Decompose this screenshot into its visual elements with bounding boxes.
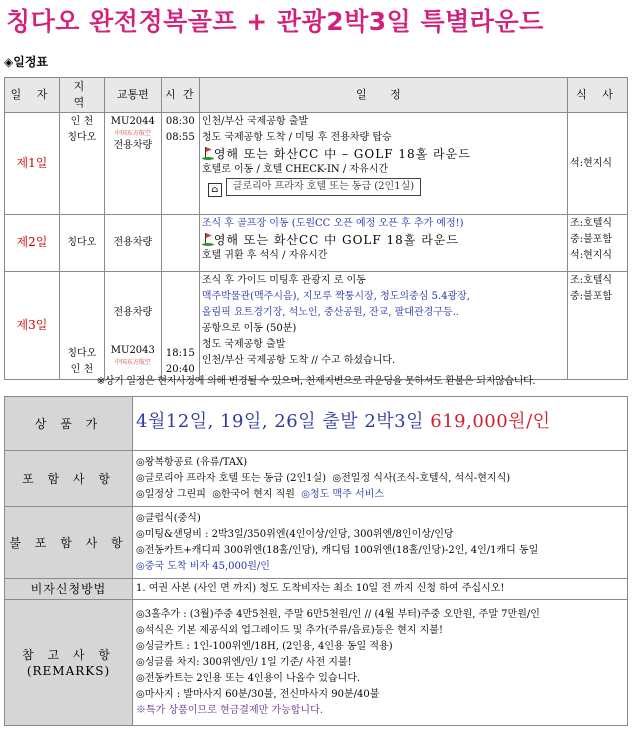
day1-meal: 석:현지식 bbox=[568, 113, 628, 215]
price-label: 상 품 가 bbox=[5, 397, 133, 451]
day2-label: 제2일 bbox=[5, 215, 60, 272]
hotel-icon: ⌂ bbox=[208, 183, 222, 197]
schedule-section-label: ◈일정표 bbox=[4, 55, 49, 69]
excludes-label: 불 포 함 사 항 bbox=[5, 507, 133, 579]
golf-flag-icon bbox=[202, 146, 214, 160]
header-transport: 교통편 bbox=[104, 78, 161, 113]
header-meal: 식 사 bbox=[568, 78, 628, 113]
header-itinerary: 일 정 bbox=[199, 78, 567, 113]
includes-row bbox=[5, 451, 628, 507]
page-title: 칭다오 완전정복골프 + 관광2박3일 특별라운드 bbox=[6, 7, 544, 36]
airline-logo: 中国东方航空 bbox=[114, 130, 151, 137]
day2-transport: 전용차량 bbox=[104, 215, 161, 272]
visa-value: 1. 여권 사본 (사인 면 까지) 청도 도착비자는 최소 10일 전 까지 신청 하여 주십시오! bbox=[133, 579, 628, 600]
day2-time bbox=[161, 215, 199, 272]
header-region: 지 역 bbox=[59, 78, 104, 113]
day2-meal: 조:호텔식 중:불포함 석:현지식 bbox=[568, 215, 628, 272]
day3-meal: 조:호텔식 중:불포함 bbox=[568, 272, 628, 380]
includes-value: ◎왕복항공료 (유류/TAX) ◎글로리아 프라자 호텔 또는 동급 (2인1실) ◎전일정 식사(조식-호텔식, 석식-현지식) ◎일정상 그린피 ◎한국어 현지 직원 ◎청도 맥주 서비스 bbox=[133, 451, 628, 507]
day1-time: 08:30 08:55 bbox=[161, 113, 199, 215]
airline-logo: 中国东方航空 bbox=[114, 359, 151, 366]
price-value: 4월12일, 19일, 26일 출발 2박3일 619,000원/인 bbox=[133, 397, 628, 451]
day2-row bbox=[5, 215, 628, 272]
includes-label: 포 함 사 항 bbox=[5, 451, 133, 507]
day1-region: 인 천 칭다오 bbox=[59, 113, 104, 215]
remarks-value: ◎3홀추가 : (3월)주중 4만5천원, 주말 6만5천원/인 // (4월 부터)주중 오만원, 주말 7만원/인 ◎석식은 기본 제공식외 업그레이드 및 추가(주류/음료)등은 현지 지불! ◎싱글카트 : 1인-100위엔/18H, (2인용, 4인용 동일 적용) ◎싱글룸 차지: 300위엔/인/ 1일 기준/ 사전 지불! ◎전동카트는 2인용 또는 4인용이 나올수 있습니다. ◎마사지 : 발마사지 60분/30불, 전신마사지 90분/40불 ※특가 상품이므로 현금결제만 가능합니다. bbox=[133, 600, 628, 726]
day3-row bbox=[5, 272, 628, 380]
header-time: 시 간 bbox=[161, 78, 199, 113]
info-table bbox=[4, 396, 628, 726]
day1-transport: MU2044 中国东方航空 전용차량 bbox=[104, 113, 161, 215]
remarks-label: 참 고 사 항 (REMARKS) bbox=[5, 600, 133, 726]
day3-region: 칭다오 인 천 bbox=[59, 272, 104, 380]
remarks-row bbox=[5, 600, 628, 726]
schedule-header-row bbox=[5, 78, 628, 113]
day3-itinerary: 조식 후 가이드 미팅후 관광지 로 이동 맥주박물관(맥주시음), 지모루 짝퉁시장, 청도의중심 5.4광장, 올림픽 요트경기장, 석노인, 중산공원, 잔교, 팔대관경구등.. 공항으로 이동 (50분) 청도 국제공항 출발 인천/부산 국제공항 도착 // 수고 하셨습니다. bbox=[199, 272, 567, 380]
visa-row bbox=[5, 579, 628, 600]
price-row bbox=[5, 397, 628, 451]
day1-label: 제1일 bbox=[5, 113, 60, 215]
day3-label: 제3일 bbox=[5, 272, 60, 380]
day3-time: 18:15 20:40 bbox=[161, 272, 199, 380]
header-day: 일 자 bbox=[5, 78, 60, 113]
golf-flag-icon bbox=[202, 232, 214, 246]
day1-row bbox=[5, 113, 628, 215]
excludes-row bbox=[5, 507, 628, 579]
day3-transport: 전용차량 MU2043 中国东方航空 bbox=[104, 272, 161, 380]
schedule-notice: ※상기 일정은 현지사정에 의해 변경될 수 있으며, 천재지변으로 라운딩을 못하셔도 환불은 되지않습니다. bbox=[96, 376, 536, 387]
day2-region: 칭다오 bbox=[59, 215, 104, 272]
visa-label: 비자신청방법 bbox=[5, 579, 133, 600]
day2-itinerary: 조식 후 골프장 이동 (도원CC 오픈 예정 오픈 후 추가 예정!) 영해 또는 화산CC 中 GOLF 18홀 라운드 호텔 귀환 후 석식 / 자유시간 bbox=[199, 215, 567, 272]
excludes-value: ◎클럽식(중식) ◎미팅&샌딩비 : 2박3일/350위엔(4인이상/인당, 300위엔/8인이상/인당 ◎전동카트+캐디피 300위엔(18홀/인당), 캐디팁 100위엔(18홀/인당)-2인, 4인/1캐디 동일 ◎중국 도착 비자 45,000원/인 bbox=[133, 507, 628, 579]
day1-itinerary: 인천/부산 국제공항 출발 청도 국제공항 도착 / 미팅 후 전용차량 탑승 영해 또는 화산CC 中 – GOLF 18홀 라운드 호텔로 이동 / 호텔 CHECK-IN / 자유시간 ⌂ 글로리아 프라자 호텔 또는 동급 (2인1실) bbox=[199, 113, 567, 215]
schedule-table bbox=[4, 77, 628, 380]
